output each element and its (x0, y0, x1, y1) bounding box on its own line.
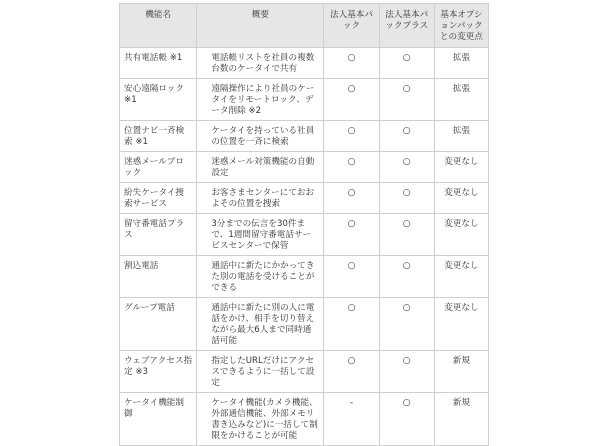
feature-name: 位置ナビ一斉検索 ※1 (120, 121, 197, 152)
plan-plus-mark: ○ (379, 48, 434, 79)
plan-basic-mark: - (324, 393, 379, 446)
feature-name: ケータイ機能制御 (120, 393, 197, 446)
feature-name: 留守番電話プラス (120, 214, 197, 256)
table-row (120, 393, 489, 446)
change-note: 拡張 (434, 48, 488, 79)
header-change: 基本オプションパックとの変更点 (434, 4, 488, 48)
plan-basic-mark: ○ (324, 183, 379, 214)
plan-basic-mark: ○ (324, 152, 379, 183)
change-note: 変更なし (434, 183, 488, 214)
header-plan-plus: 法人基本パックプラス (379, 4, 434, 48)
table-row (120, 351, 489, 393)
feature-description: 迷惑メール対策機能の自動設定 (197, 152, 324, 183)
feature-name: 安心遠隔ロック ※1 (120, 79, 197, 121)
feature-description: 3分までの伝言を30件まで、1週間留守番電話サービスセンターで保管 (197, 214, 324, 256)
table-row (120, 256, 489, 298)
table-row (120, 152, 489, 183)
feature-description: 通話中に新たにかかってきた別の電話を受けることができる (197, 256, 324, 298)
feature-description: 指定したURLだけにアクセスできるように一括して設定 (197, 351, 324, 393)
feature-comparison-table (119, 3, 489, 446)
table-header-row (120, 4, 489, 48)
feature-description: 電話帳リストを社員の複数台数のケータイで共有 (197, 48, 324, 79)
header-description: 概要 (197, 4, 324, 48)
plan-plus-mark: ○ (379, 152, 434, 183)
table-row (120, 183, 489, 214)
change-note: 変更なし (434, 214, 488, 256)
feature-description: ケータイを持っている社員の位置を一斉に検索 (197, 121, 324, 152)
table-row (120, 214, 489, 256)
change-note: 新規 (434, 351, 488, 393)
change-note: 拡張 (434, 79, 488, 121)
feature-description: ケータイ機能(カメラ機能、外部通信機能、外部メモリ書き込みなど)に一括して制限をかけることが可能 (197, 393, 324, 446)
plan-basic-mark: ○ (324, 256, 379, 298)
plan-basic-mark: ○ (324, 48, 379, 79)
feature-description: お客さまセンターにておおよその位置を捜索 (197, 183, 324, 214)
feature-name: ウェブアクセス指定 ※3 (120, 351, 197, 393)
plan-plus-mark: ○ (379, 351, 434, 393)
plan-plus-mark: ○ (379, 183, 434, 214)
plan-basic-mark: ○ (324, 298, 379, 351)
change-note: 変更なし (434, 152, 488, 183)
feature-description: 通話中に新たに別の人に電話をかけ、相手を切り替えながら最大6人まで同時通話可能 (197, 298, 324, 351)
change-note: 変更なし (434, 256, 488, 298)
feature-name: 共有電話帳 ※1 (120, 48, 197, 79)
plan-plus-mark: ○ (379, 79, 434, 121)
table-row (120, 298, 489, 351)
plan-basic-mark: ○ (324, 121, 379, 152)
feature-description: 遠隔操作により社員のケータイをリモートロック、データ削除 ※2 (197, 79, 324, 121)
plan-plus-mark: ○ (379, 121, 434, 152)
change-note: 新規 (434, 393, 488, 446)
plan-basic-mark: ○ (324, 214, 379, 256)
plan-basic-mark: ○ (324, 79, 379, 121)
header-plan-basic: 法人基本パック (324, 4, 379, 48)
plan-plus-mark: ○ (379, 214, 434, 256)
change-note: 拡張 (434, 121, 488, 152)
table-row (120, 48, 489, 79)
table-row (120, 121, 489, 152)
feature-name: 紛失ケータイ捜索サービス (120, 183, 197, 214)
plan-plus-mark: ○ (379, 256, 434, 298)
feature-name: グループ電話 (120, 298, 197, 351)
plan-plus-mark: ○ (379, 393, 434, 446)
header-feature-name: 機能名 (120, 4, 197, 48)
feature-name: 割込電話 (120, 256, 197, 298)
change-note: 変更なし (434, 298, 488, 351)
feature-name: 迷惑メールブロック (120, 152, 197, 183)
plan-basic-mark: ○ (324, 351, 379, 393)
plan-plus-mark: ○ (379, 298, 434, 351)
table-row (120, 79, 489, 121)
